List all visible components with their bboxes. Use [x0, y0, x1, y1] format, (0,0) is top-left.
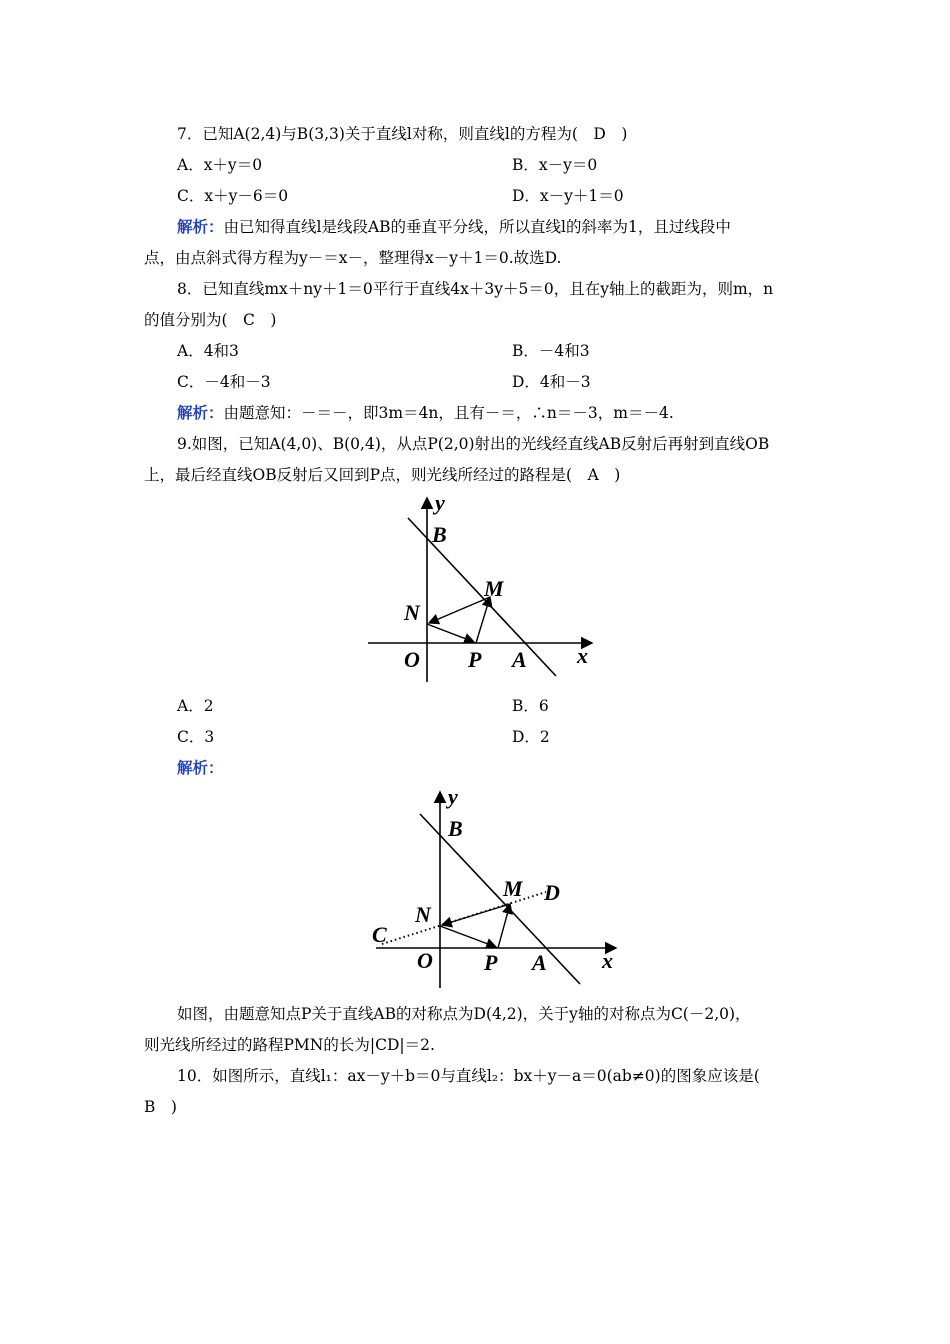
fig1-label-a: A — [512, 647, 527, 672]
fig2-label-x: x — [602, 948, 613, 973]
fig1-label-x: x — [577, 643, 588, 668]
fig2-label-p: P — [484, 950, 498, 975]
q10-stem-line1: 10．如图所示，直线l₁：ax－y＋b＝0与直线l₂：bx＋y－a＝0(ab≠0)的图象应该是( — [177, 1067, 760, 1085]
fig2-label-d: D — [544, 880, 560, 905]
q7-analysis-label: 解析： — [177, 217, 224, 236]
fig1-ray-np — [427, 624, 474, 642]
q8-analysis-text: 由题意知：－＝－，即3m＝4n，且有－＝，∴n＝－3，m＝－4. — [223, 404, 674, 422]
q9-figure-2 — [360, 784, 630, 992]
q10-stem-line2: B ) — [144, 1098, 177, 1116]
fig1-label-n: N — [404, 600, 420, 625]
q7-option-a: A．x＋y＝0 — [177, 156, 263, 174]
q8-stem-line1: 8．已知直线mx＋ny＋1＝0平行于直线4x＋3y＋5＝0，且在y轴上的截距为，则m，n — [177, 280, 774, 298]
q8-option-a: A．4和3 — [177, 342, 239, 360]
q7-option-d: D．x－y＋1＝0 — [512, 187, 624, 205]
fig2-label-b: B — [448, 816, 463, 841]
q7-option-b: B．x－y＝0 — [512, 156, 598, 174]
fig2-label-o: O — [417, 948, 433, 973]
fig2-label-y: y — [448, 784, 458, 809]
q8-option-c: C．－4和－3 — [177, 373, 271, 391]
q8-analysis-line — [177, 403, 674, 423]
fig2-label-n: N — [415, 902, 431, 927]
q7-analysis-line2: 点，由点斜式得方程为y－＝x－，整理得x－y＋1＝0.故选D. — [144, 249, 562, 267]
fig1-label-o: O — [404, 647, 420, 672]
fig1-label-y: y — [435, 490, 445, 515]
q9-analysis-label: 解析： — [177, 758, 224, 777]
fig2-label-a: A — [532, 950, 547, 975]
q7-option-c: C．x＋y－6＝0 — [177, 187, 289, 205]
q8-option-b: B．－4和3 — [512, 342, 590, 360]
q9-analysis-line1: 如图，由题意知点P关于直线AB的对称点为D(4,2)，关于y轴的对称点为C(－2,0)， — [177, 1005, 751, 1023]
fig1-label-m: M — [484, 576, 504, 601]
fig1-ray-pm — [476, 597, 490, 643]
fig2-label-c: C — [372, 922, 387, 947]
q7-analysis-line1 — [177, 217, 731, 237]
fig2-ray-mn — [442, 904, 510, 925]
q9-option-b: B．6 — [512, 697, 549, 715]
fig2-ray-np — [440, 926, 496, 947]
q9-analysis-label-line — [177, 758, 224, 778]
q9-stem-line2: 上，最后经直线OB反射后又回到P点，则光线所经过的路程是( A ) — [144, 466, 621, 484]
fig2-ray-pm — [498, 904, 510, 948]
q8-option-d: D．4和－3 — [512, 373, 591, 391]
q9-option-c: C．3 — [177, 728, 215, 746]
fig1-ray-mn — [429, 597, 490, 623]
q9-option-d: D．2 — [512, 728, 550, 746]
fig1-line-ab — [408, 518, 556, 676]
q9-option-a: A．2 — [177, 697, 214, 715]
q9-figure-1 — [360, 490, 610, 690]
fig1-label-b: B — [432, 522, 447, 547]
q7-stem: 7．已知A(2,4)与B(3,3)关于直线l对称，则直线l的方程为( D ) — [177, 125, 628, 143]
fig1-label-p: P — [468, 647, 482, 672]
fig2-label-m: M — [503, 876, 523, 901]
q8-stem-line2: 的值分别为( C ) — [144, 311, 277, 329]
q9-analysis-line2: 则光线所经过的路程PMN的长为|CD|＝2. — [144, 1036, 435, 1054]
q7-analysis-text1: 由已知得直线l是线段AB的垂直平分线，所以直线l的斜率为1，且过线段中 — [223, 218, 731, 236]
q8-analysis-label: 解析： — [177, 403, 224, 422]
q9-stem-line1: 9.如图，已知A(4,0)、B(0,4)，从点P(2,0)射出的光线经直线AB反射后再射到直线OB — [177, 435, 770, 453]
